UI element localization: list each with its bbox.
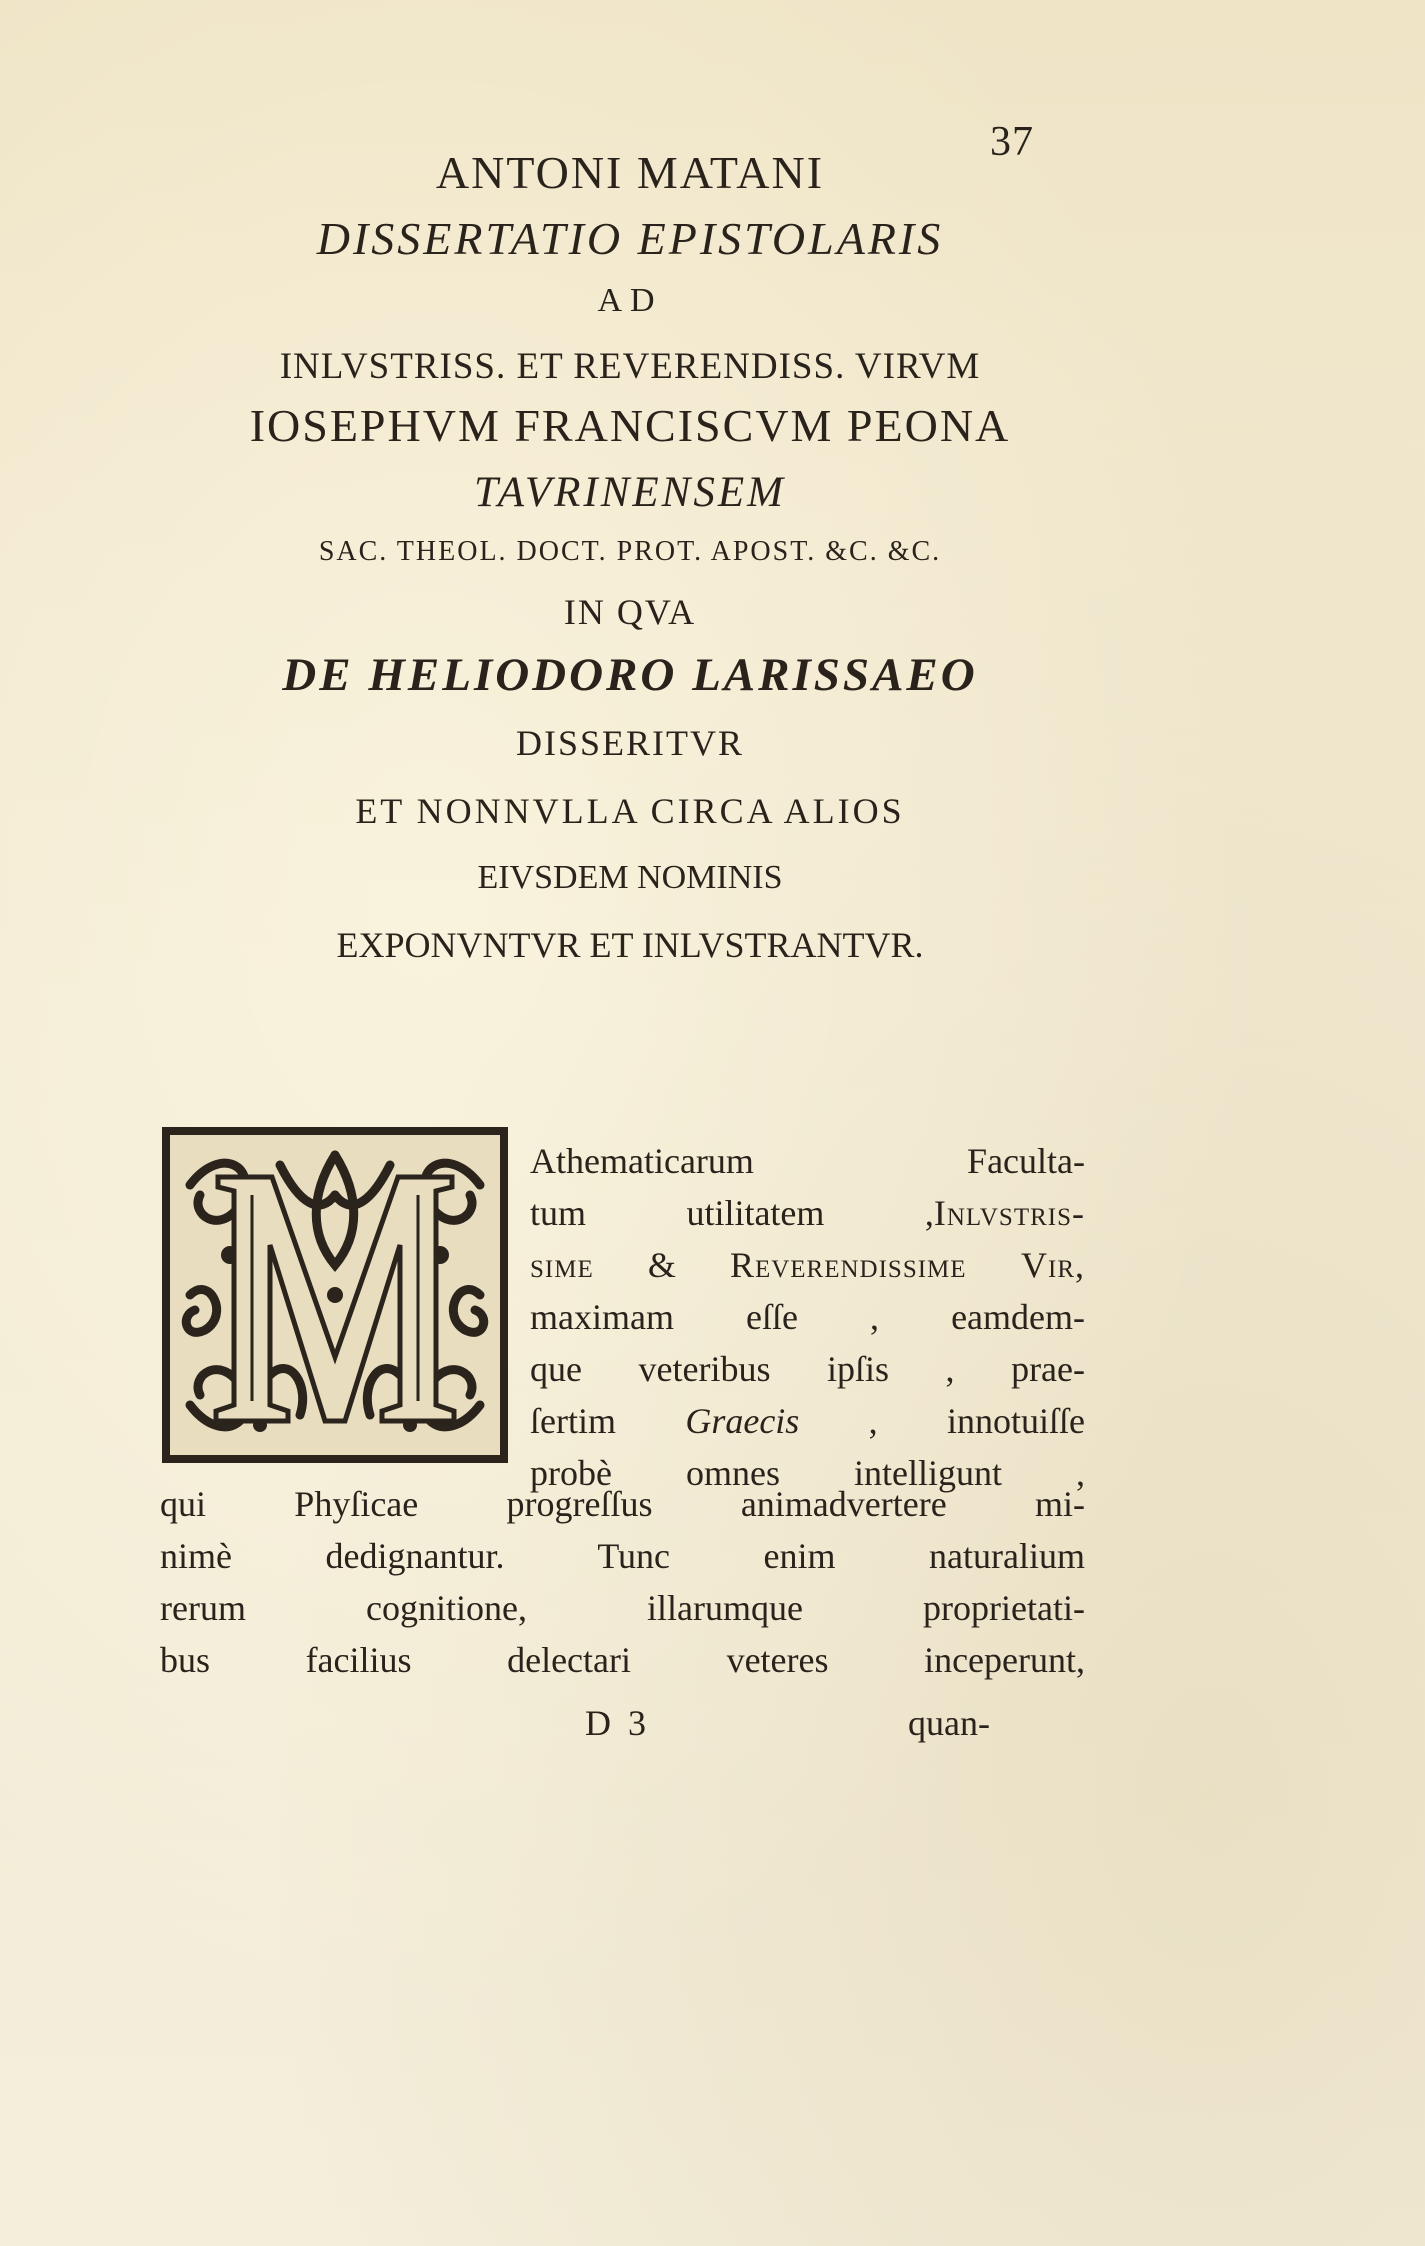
body-line: tum utilitatem ,Inlvstris- xyxy=(530,1193,1085,1233)
catchword: quan- xyxy=(908,1703,990,1743)
body-line: bus facilius delectari veteres inceperunt, xyxy=(160,1640,1085,1680)
page-footer xyxy=(160,1702,1085,1750)
title-ad: AD xyxy=(597,282,663,319)
title-subject: DE HELIODORO LARISSAEO xyxy=(282,649,978,701)
body-line: qui Phyſicae progreſſus animadvertere mi- xyxy=(160,1484,1085,1524)
body-text-beside-initial xyxy=(530,1135,1085,1499)
body-line: nimè dedignantur. Tunc enim naturalium xyxy=(160,1536,1085,1576)
title-disseritur: DISSERITVR xyxy=(515,723,745,763)
title-addressee-degrees: SAC. THEOL. DOCT. PROT. APOST. &C. &C. xyxy=(318,536,942,567)
body-line: rerum cognitione, illarumque proprietati- xyxy=(160,1588,1085,1628)
body-line: Athematicarum Facultа- xyxy=(530,1141,1085,1181)
floral-initial-m-icon xyxy=(160,1125,510,1465)
title-block xyxy=(150,147,1110,965)
body-text-full-width xyxy=(160,1478,1085,1686)
title-author: ANTONI MATANI xyxy=(435,147,825,198)
body-line: maximam eſſe , eamdem- xyxy=(530,1297,1085,1337)
title-in-qua: IN QVA xyxy=(563,592,697,632)
body-line: ſertim Graecis , innotuiſſe xyxy=(530,1401,1085,1441)
title-addressee-honorific: INLVSTRISS. ET REVERENDISS. VIRVM xyxy=(279,346,981,387)
body-line: probè omnes intelligunt , xyxy=(530,1453,1085,1493)
title-addressee-origin: TAVRINENSEM xyxy=(474,469,786,516)
title-nonnulla: ET NONNVLLA CIRCA ALIOS xyxy=(355,791,905,831)
signature-mark: D 3 xyxy=(585,1703,650,1743)
title-eiusdem: EIVSDEM NOMINIS xyxy=(477,859,783,896)
title-work: DISSERTATIO EPISTOLARIS xyxy=(316,213,944,264)
body-line: que veteribus ipſis , prae- xyxy=(530,1349,1085,1389)
body-line: sime & Reverendissime Vir, xyxy=(530,1245,1085,1285)
decorated-initial xyxy=(160,1125,510,1465)
title-addressee-name: IOSEPHVM FRANCISCVM PEONA xyxy=(249,400,1011,451)
title-exponuntur: EXPONVNTVR ET INLVSTRANTVR. xyxy=(336,925,924,965)
page-number: 37 xyxy=(990,119,1034,165)
